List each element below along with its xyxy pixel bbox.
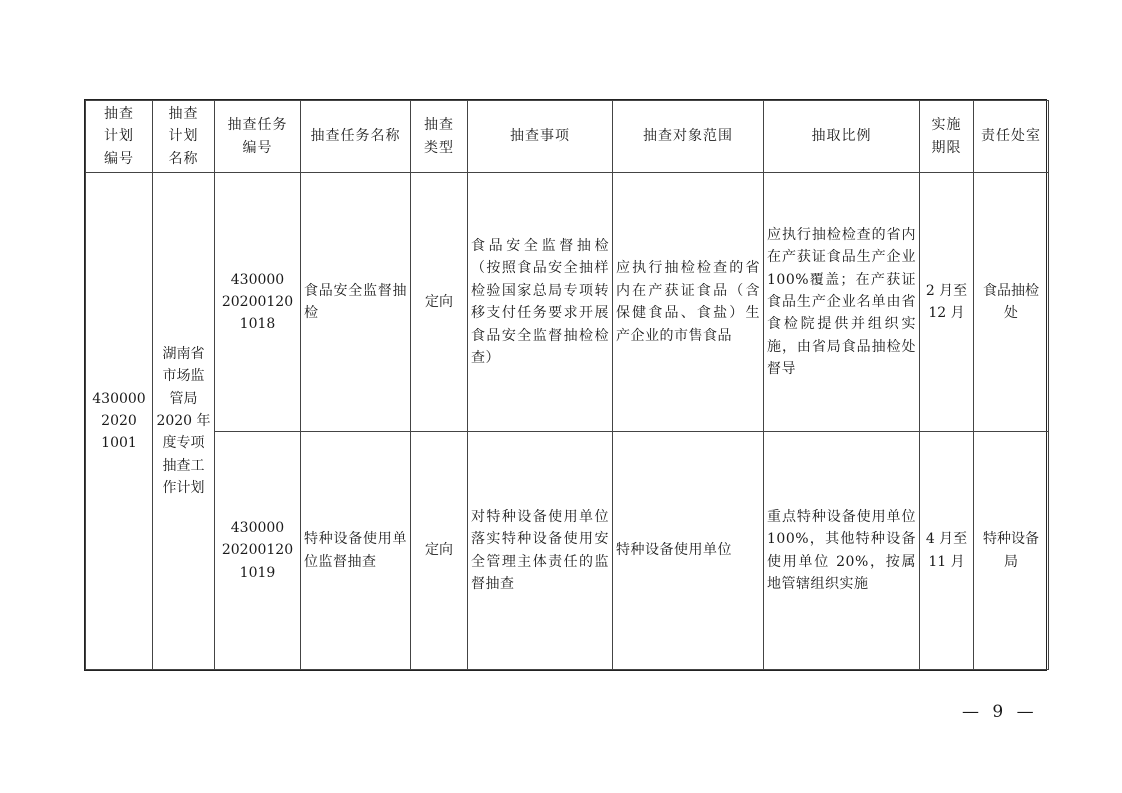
header-scope: 抽查对象范围 [613,101,764,173]
period-cell: 4 月至 11 月 [920,432,974,670]
plan-name-cell: 湖南省 市场监 管局 2020 年 度专项 抽查工 作计划 [153,173,215,670]
type-cell: 定向 [411,173,468,432]
header-plan-name: 抽查 计划 名称 [153,101,215,173]
table-row [86,432,1049,670]
scope-cell: 应执行抽检检查的省内在产获证食品（含保健食品、食盐）生产企业的市售食品 [613,173,764,432]
header-task-number: 抽查任务 编号 [215,101,301,173]
task-number-cell: 430000 20200120 1019 [215,432,301,670]
header-matter: 抽查事项 [468,101,613,173]
ratio-cell: 应执行抽检检查的省内在产获证食品生产企业 100%覆盖；在产获证食品生产企业名单由省食检院提供并组织实施，由省局食品抽检处督导 [764,173,920,432]
plan-number-cell: 430000 2020 1001 [86,173,153,670]
scope-cell: 特种设备使用单位 [613,432,764,670]
header-ratio: 抽取比例 [764,101,920,173]
header-row [86,101,1049,173]
header-type: 抽查 类型 [411,101,468,173]
dept-cell: 食品抽检处 [974,173,1049,432]
table-row [86,173,1049,432]
header-period: 实施 期限 [920,101,974,173]
inspection-plan-table [85,100,1049,670]
task-name-cell: 食品安全监督抽检 [301,173,411,432]
period-cell: 2 月至 12 月 [920,173,974,432]
page-number: — 9 — [962,702,1038,722]
header-task-name: 抽查任务名称 [301,101,411,173]
task-name-cell: 特种设备使用单位监督抽查 [301,432,411,670]
header-dept: 责任处室 [974,101,1049,173]
header-plan-number: 抽查 计划 编号 [86,101,153,173]
type-cell: 定向 [411,432,468,670]
task-number-cell: 430000 20200120 1018 [215,173,301,432]
ratio-cell: 重点特种设备使用单位 100%，其他特种设备使用单位 20%，按属地管辖组织实施 [764,432,920,670]
matter-cell: 食品安全监督抽检（按照食品安全抽样检验国家总局专项转移支付任务要求开展食品安全监督抽检检查） [468,173,613,432]
dept-cell: 特种设备局 [974,432,1049,670]
matter-cell: 对特种设备使用单位落实特种设备使用安全管理主体责任的监督抽查 [468,432,613,670]
plan-table-frame [84,99,1047,671]
